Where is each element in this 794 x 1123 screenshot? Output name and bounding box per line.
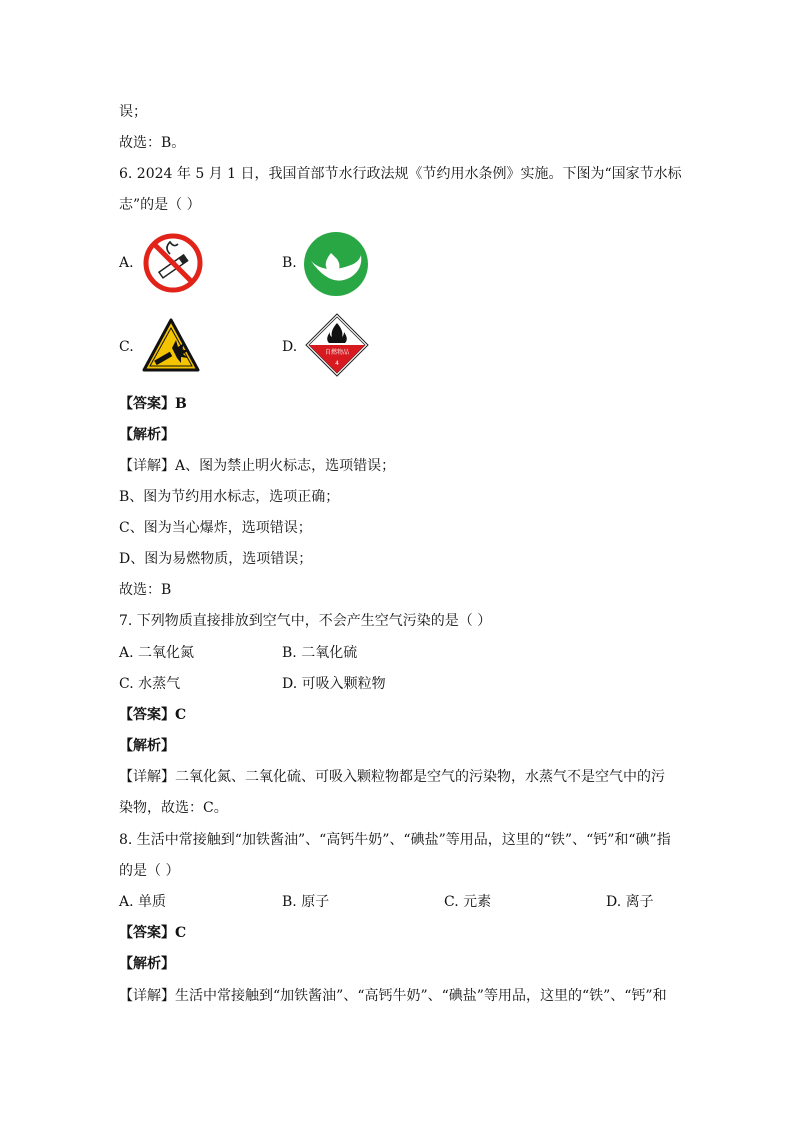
explanation-line: 【详解】二氧化氮、二氧化硫、可吸入颗粒物都是空气的污染物，水蒸气不是空气中的污 bbox=[119, 769, 665, 785]
q8-option-d: D. 离子 bbox=[606, 894, 654, 910]
question-6-stem-cont: 志”的是（ ） bbox=[119, 197, 201, 213]
q8-option-a: A. 单质 bbox=[119, 894, 167, 910]
flammable-sign-text: 自燃物品 bbox=[324, 349, 350, 356]
flammable-sign-number: 4 bbox=[335, 360, 339, 367]
question-8-stem-cont: 的是（ ） bbox=[119, 863, 180, 879]
water-saving-sign-icon bbox=[303, 231, 369, 297]
analysis-label: 【解析】 bbox=[119, 956, 175, 972]
q7-option-d: D. 可吸入颗粒物 bbox=[282, 676, 386, 692]
answer-label: 【答案】C bbox=[119, 707, 187, 723]
q8-option-c: C. 元素 bbox=[444, 894, 492, 910]
explanation-line: C、图为当心爆炸，选项错误； bbox=[119, 520, 312, 536]
analysis-label: 【解析】 bbox=[119, 738, 175, 754]
analysis-label: 【解析】 bbox=[119, 427, 175, 443]
question-8-stem: 8. 生活中常接触到“加铁酱油”、“高钙牛奶”、“碘盐”等用品，这里的“铁”、“钙”和“碘”指 bbox=[119, 832, 671, 848]
answer-label: 【答案】C bbox=[119, 925, 187, 941]
question-6-stem: 6. 2024 年 5 月 1 日，我国首部节水行政法规《节约用水条例》实施。下图为“国家节水标 bbox=[119, 166, 682, 182]
q7-option-c: C. 水蒸气 bbox=[119, 676, 181, 692]
option-c-label: C. bbox=[119, 339, 134, 355]
option-a-label: A. bbox=[119, 255, 134, 271]
text-line: 误； bbox=[119, 104, 147, 120]
q8-option-b: B. 原子 bbox=[282, 894, 330, 910]
selection-line: 故选：B bbox=[119, 582, 172, 598]
option-b-label: B. bbox=[282, 255, 297, 271]
answer-label: 【答案】B bbox=[119, 396, 187, 412]
q7-option-a: A. 二氧化氮 bbox=[119, 645, 195, 661]
explosion-warning-sign-icon bbox=[142, 318, 200, 372]
q7-option-b: B. 二氧化硫 bbox=[282, 645, 358, 661]
explanation-line: 【详解】生活中常接触到“加铁酱油”、“高钙牛奶”、“碘盐”等用品，这里的“铁”、“钙”和 bbox=[119, 988, 667, 1004]
question-7-stem: 7. 下列物质直接排放到空气中，不会产生空气污染的是（ ） bbox=[119, 613, 492, 629]
no-fire-sign-icon bbox=[142, 232, 204, 294]
explanation-line: D、图为易燃物质，选项错误； bbox=[119, 551, 313, 567]
explanation-line: 【详解】A、图为禁止明火标志，选项错误； bbox=[119, 458, 396, 474]
flammable-sign-icon bbox=[305, 313, 369, 377]
explanation-line: B、图为节约用水标志，选项正确； bbox=[119, 489, 340, 505]
explanation-line: 染物，故选：C。 bbox=[119, 800, 228, 816]
option-d-label: D. bbox=[282, 339, 298, 355]
text-line: 故选：B。 bbox=[119, 135, 186, 151]
